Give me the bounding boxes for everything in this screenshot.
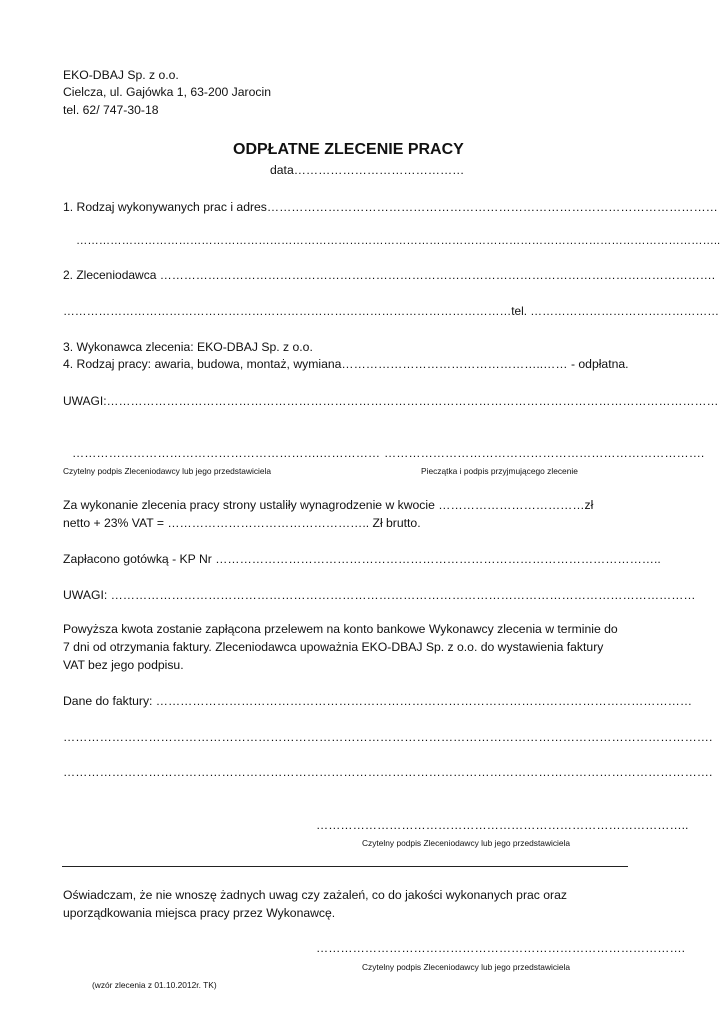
company-address: Cielcza, ul. Gajówka 1, 63-200 Jarocin <box>63 85 271 99</box>
transfer-text-line-2: 7 dni od otrzymania faktury. Zleceniodawca upoważnia EKO-DBAJ Sp. z o.o. do wystawienia faktury <box>63 640 604 654</box>
transfer-text-line-1: Powyższa kwota zostanie zapłącona przelewem na konto bankowe Wykonawcy zlecenia w terminie do <box>63 622 618 636</box>
work-type-continuation: …………………………………………………………………………………………………………………………………………………….. <box>76 235 721 247</box>
invoice-data-line-3: ……………………………………………………………………………………………………………………………………………. <box>63 765 713 779</box>
payment-amount-field: Za wykonanie zlecenia pracy strony ustaliły wynagrodzenie w kwocie ………………………………zł <box>63 498 594 512</box>
work-kind-field: 4. Rodzaj pracy: awaria, budowa, montaż, wymiana…………………………………………..…… - odpłatna. <box>63 357 629 371</box>
remarks-field: UWAGI:……………………………………………………………………………………………………………………………………… <box>63 394 719 408</box>
client-field: 2. Zleceniodawca …………………………………………………………………………………………………………………………. <box>63 268 716 282</box>
invoice-data-line-2: ……………………………………………………………………………………………………………………………………………. <box>63 730 713 744</box>
payment-remarks-field: UWAGI: ……………………………………………………………………………………………………………………………… <box>63 588 696 602</box>
payment-vat-field: netto + 23% VAT = ………………………………………….. Zł brutto. <box>63 516 421 530</box>
client-signature-caption: Czytelny podpis Zleceniodawcy lub jego przedstawiciela <box>63 466 272 476</box>
invoice-signature-caption: Czytelny podpis Zleceniodawcy lub jego przedstawiciela <box>362 838 571 848</box>
stamp-signature-caption: Pieczątka i podpis przyjmującego zlecenie <box>421 466 578 476</box>
client-phone-field: ……………………………………………………………………………………………………tel. ………………………………………… <box>63 304 720 318</box>
stamp-signature-line: ……………………………………………………………………. <box>384 446 705 460</box>
invoice-signature-line: ……………………………………………………………………………….. <box>316 818 689 832</box>
section-divider <box>62 866 628 867</box>
work-type-field: 1. Rodzaj wykonywanych prac i adres………………………………………………………………………………………………… <box>63 200 718 214</box>
invoice-data-field: Dane do faktury: …………………………………………………………………………………………………………………… <box>63 694 693 708</box>
form-version-footer: (wzór zlecenia z 01.10.2012r. TK) <box>92 980 217 990</box>
date-field: data…………………………………… <box>270 163 465 177</box>
company-name: EKO-DBAJ Sp. z o.o. <box>63 68 179 82</box>
document-title: ODPŁATNE ZLECENIE PRACY <box>233 141 464 158</box>
statement-line-2: uporządkowania miejsca pracy przez Wykonawcę. <box>63 906 336 920</box>
company-phone: tel. 62/ 747-30-18 <box>63 103 159 117</box>
transfer-text-line-3: VAT bez jego podpisu. <box>63 658 184 672</box>
client-signature-line: …………………………………………………….…………… <box>72 446 381 460</box>
statement-signature-caption: Czytelny podpis Zleceniodawcy lub jego przedstawiciela <box>362 962 571 972</box>
contractor-field: 3. Wykonawca zlecenia: EKO-DBAJ Sp. z o.o. <box>63 340 313 354</box>
statement-signature-line: ………………………………………………………………………………. <box>316 941 686 955</box>
statement-line-1: Oświadczam, że nie wnoszę żadnych uwag czy zażaleń, co do jakości wykonanych prac oraz <box>63 888 567 902</box>
cash-receipt-field: Zapłacono gotówką - KP Nr ……………………………………………………………………………………………….. <box>63 552 661 566</box>
